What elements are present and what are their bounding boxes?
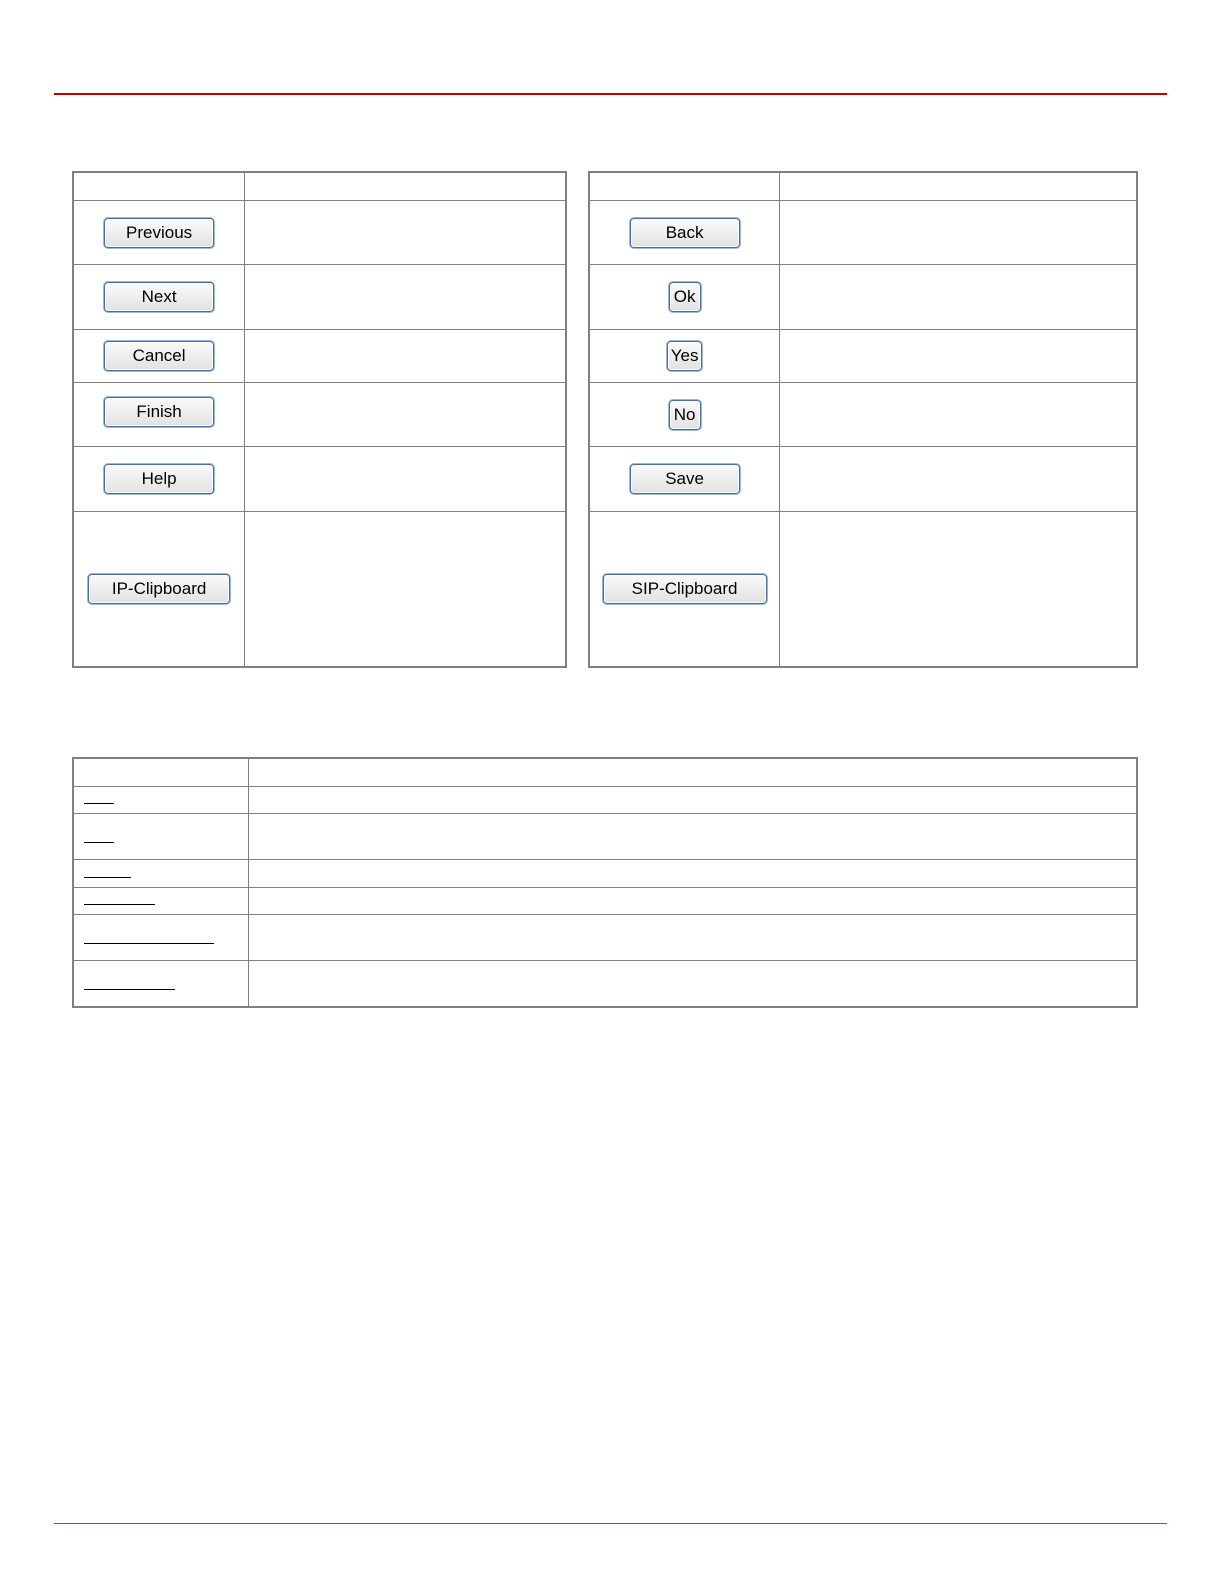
- description-cell: [245, 201, 566, 265]
- button-cell: [73, 201, 245, 265]
- description-cell: [248, 915, 1137, 961]
- link-cell: [73, 860, 248, 888]
- left-button-table: [72, 171, 567, 668]
- table-row: [73, 201, 566, 265]
- help-button[interactable]: Help: [104, 464, 214, 494]
- link-cell: [73, 814, 248, 860]
- table-header-row: [73, 172, 566, 201]
- button-cell: [589, 330, 780, 383]
- table-row: [589, 512, 1137, 667]
- button-cell: [73, 330, 245, 383]
- header-description-column: [780, 172, 1137, 201]
- header-rule: [54, 93, 1167, 95]
- description-cell: [245, 330, 566, 383]
- link-cell: [73, 961, 248, 1007]
- button-cell: [589, 512, 780, 667]
- previous-button[interactable]: Previous: [104, 218, 214, 248]
- description-cell: [248, 961, 1137, 1007]
- table-row: [73, 265, 566, 330]
- description-cell: [780, 447, 1137, 512]
- table-row: [73, 383, 566, 447]
- table-link[interactable]: [84, 877, 131, 878]
- footer-rule: [54, 1523, 1167, 1524]
- table-link[interactable]: [84, 904, 155, 905]
- save-button[interactable]: Save: [630, 464, 740, 494]
- header-button-column: [73, 172, 245, 201]
- description-cell: [245, 447, 566, 512]
- sip-clipboard-button[interactable]: SIP-Clipboard: [603, 574, 767, 604]
- table-row: [73, 915, 1137, 961]
- table-row: [73, 888, 1137, 915]
- back-button[interactable]: Back: [630, 218, 740, 248]
- link-cell: [73, 888, 248, 915]
- link-cell: [73, 787, 248, 814]
- ip-clipboard-button[interactable]: IP-Clipboard: [88, 574, 230, 604]
- table-row: [589, 201, 1137, 265]
- description-cell: [248, 888, 1137, 915]
- button-cell: [589, 265, 780, 330]
- yes-button[interactable]: Yes: [667, 341, 703, 371]
- table-row: [589, 330, 1137, 383]
- header-description-column: [245, 172, 566, 201]
- description-cell: [780, 330, 1137, 383]
- button-cell: [73, 383, 245, 447]
- button-cell: [73, 512, 245, 667]
- next-button[interactable]: Next: [104, 282, 214, 312]
- table-header-row: [589, 172, 1137, 201]
- description-cell: [248, 814, 1137, 860]
- table-link[interactable]: [84, 943, 214, 944]
- table-header-row: [73, 758, 1137, 787]
- table-link[interactable]: [84, 842, 114, 843]
- no-button[interactable]: No: [669, 400, 701, 430]
- header-button-column: [589, 172, 780, 201]
- button-cell: [589, 447, 780, 512]
- links-table: [72, 757, 1138, 1008]
- table-row: [73, 961, 1137, 1007]
- ok-button[interactable]: Ok: [669, 282, 701, 312]
- table-row: [73, 512, 566, 667]
- table-row: [73, 787, 1137, 814]
- button-cell: [589, 383, 780, 447]
- description-cell: [780, 265, 1137, 330]
- button-cell: [73, 447, 245, 512]
- table-row: [589, 447, 1137, 512]
- table-row: [73, 814, 1137, 860]
- description-cell: [248, 787, 1137, 814]
- table-row: [73, 447, 566, 512]
- table-row: [73, 860, 1137, 888]
- description-cell: [780, 383, 1137, 447]
- description-cell: [245, 383, 566, 447]
- table-link[interactable]: [84, 803, 114, 804]
- table-row: [589, 383, 1137, 447]
- description-cell: [245, 512, 566, 667]
- table-row: [73, 330, 566, 383]
- button-cell: [73, 265, 245, 330]
- header-description-column: [248, 758, 1137, 787]
- right-button-table: [588, 171, 1138, 668]
- header-link-column: [73, 758, 248, 787]
- description-cell: [780, 512, 1137, 667]
- cancel-button[interactable]: Cancel: [104, 341, 214, 371]
- description-cell: [245, 265, 566, 330]
- button-cell: [589, 201, 780, 265]
- link-cell: [73, 915, 248, 961]
- description-cell: [780, 201, 1137, 265]
- description-cell: [248, 860, 1137, 888]
- table-row: [589, 265, 1137, 330]
- finish-button[interactable]: Finish: [104, 397, 214, 427]
- table-link[interactable]: [84, 989, 175, 990]
